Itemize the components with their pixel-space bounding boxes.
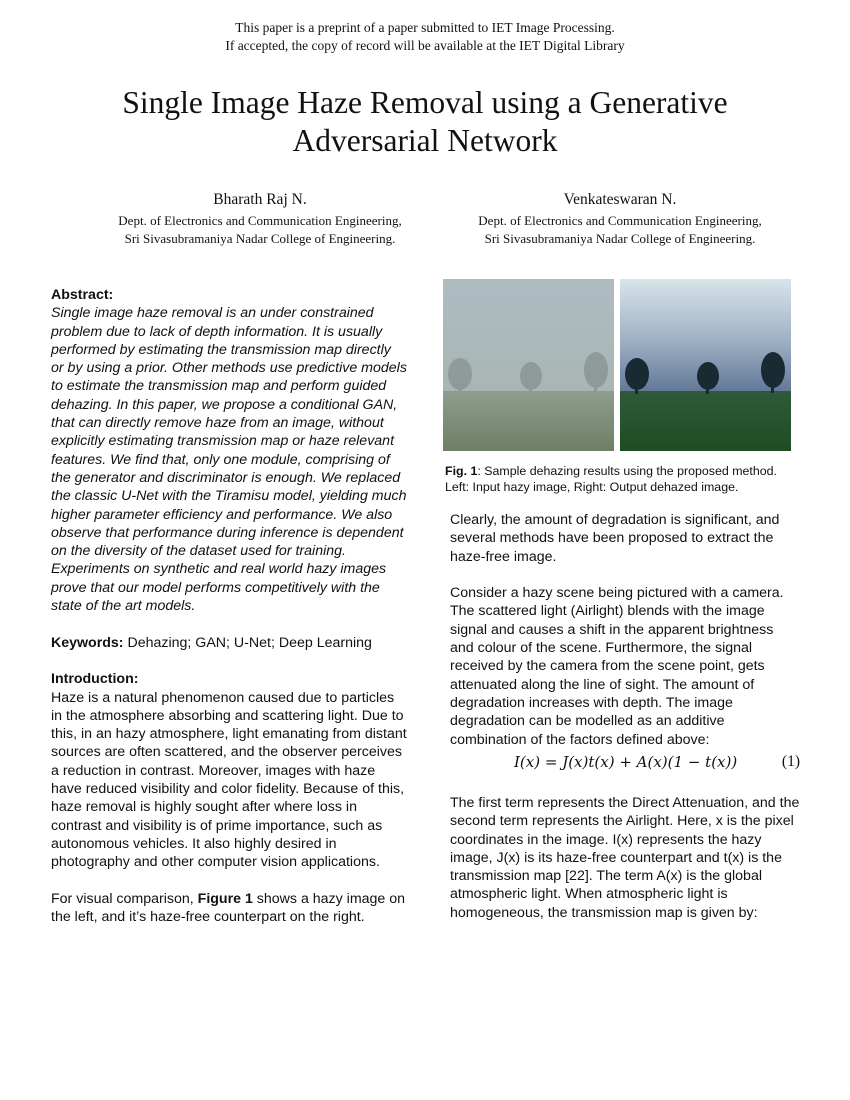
title-line-1: Single Image Haze Removal using a Generative — [122, 85, 728, 120]
hazy-input-image — [443, 279, 614, 451]
notice-line-1: This paper is a preprint of a paper submitted to IET Image Processing. — [235, 20, 615, 35]
right-paragraph-3: The first term represents the Direct Attenuation, and the second term represents the Airlight. Here, x is the pixel coordinates in the image. I(x) represents the hazy image, J(x) is its haze-free counterpart and t(x) is the transmission map [22]. The term A(x) is the global atmospheric light. When atmospheric light is homogeneous, the transmission map is given by: — [450, 795, 800, 921]
abstract-text: Single image haze removal is an under constrained problem due to lack of depth information. It is usually performed by estimating the transmission map directly or by using a prior. Other methods use predictive models to estimate the transmission map and perform guided dehazing. In this paper, we propose a conditional GAN, that can directly remove haze from an image, without explicitly estimating transmission map or haze relevant features. We find that, only one module, comprising of the generator and discriminator is enough. We replaced the classic U-Net with the Tiramisu model, yielding much higher parameter efficiency and performance. We also observe that performance during inference is dependent on the diversity of the dataset used for training. Experiments on synthetic and real world hazy images prove that our model performs competitively with the state of the art models. — [51, 305, 407, 615]
para2-pre: For visual comparison, — [51, 890, 198, 907]
author-college: Sri Sivasubramaniya Nadar College of Engineering. — [484, 230, 756, 246]
introduction-paragraph-2 — [51, 890, 407, 927]
introduction-heading: Introduction: — [51, 671, 139, 688]
author-block-1 — [70, 190, 450, 247]
equation-formula: I(x) = J(x)t(x) + A(x)(1 − t(x)) — [514, 753, 738, 771]
right-paragraph-1: Clearly, the amount of degradation is significant, and several methods have been proposed to extract the haze-free image. — [450, 512, 780, 565]
equation-1 — [450, 753, 800, 777]
right-column — [450, 511, 800, 749]
figure-caption — [445, 464, 795, 495]
left-column — [51, 286, 407, 926]
keywords-line — [51, 634, 407, 652]
keywords-text: Dehazing; GAN; U-Net; Deep Learning — [123, 634, 372, 651]
author-college: Sri Sivasubramaniya Nadar College of Engineering. — [124, 230, 396, 246]
author-dept: Dept. of Electronics and Communication Engineering, — [118, 213, 402, 228]
introduction-paragraph-1: Haze is a natural phenomenon caused due to particles in the atmosphere absorbing and scattering light. Due to this, in an hazy atmosphere, light emanating from distant sources are often scattered, and the observer perceives a reduction in contrast. Moreover, images with haze have reduced visibility and color fidelity. Because of this, haze removal is highly sought after where loss in contrast and visibility is of prime importance, such as autonomous vehicles. It also highly desired in photography and other computer vision applications. — [51, 689, 407, 871]
author-dept: Dept. of Electronics and Communication Engineering, — [478, 213, 762, 228]
caption-line-1: : Sample dehazing results using the proposed method. — [477, 464, 777, 478]
right-column-lower — [450, 794, 800, 922]
author-name: Bharath Raj N. — [213, 191, 307, 208]
paper-title — [40, 84, 810, 160]
notice-line-2: If accepted, the copy of record will be available at the IET Digital Library — [225, 38, 625, 53]
para2-post: shows a hazy image on the left, and it’s haze-free counterpart on the right. — [51, 890, 406, 926]
keywords-label: Keywords: — [51, 634, 124, 651]
figure-1 — [443, 279, 791, 451]
figure-label: Fig. 1 — [445, 464, 478, 478]
title-line-2: Adversarial Network — [292, 123, 558, 158]
equation-number: (1) — [781, 753, 800, 770]
preprint-notice — [0, 19, 850, 55]
author-block-2 — [430, 190, 810, 247]
abstract-heading: Abstract: — [51, 287, 114, 303]
author-name: Venkateswaran N. — [563, 191, 677, 208]
dehazed-output-image — [620, 279, 791, 451]
caption-line-2: Left: Input hazy image, Right: Output dehazed image. — [445, 479, 739, 494]
figure-reference: Figure 1 — [197, 890, 253, 907]
right-paragraph-2: Consider a hazy scene being pictured with a camera. The scattered light (Airlight) blends with the image signal and causes a shift in the apparent brightness and colour of the scene. Furthermore, the signal received by the camera from the scene point, gets attenuated along the line of sight. The amount of degradation increases with depth. The image degradation can be modelled as an additive combination of the factors defined above: — [450, 585, 784, 748]
